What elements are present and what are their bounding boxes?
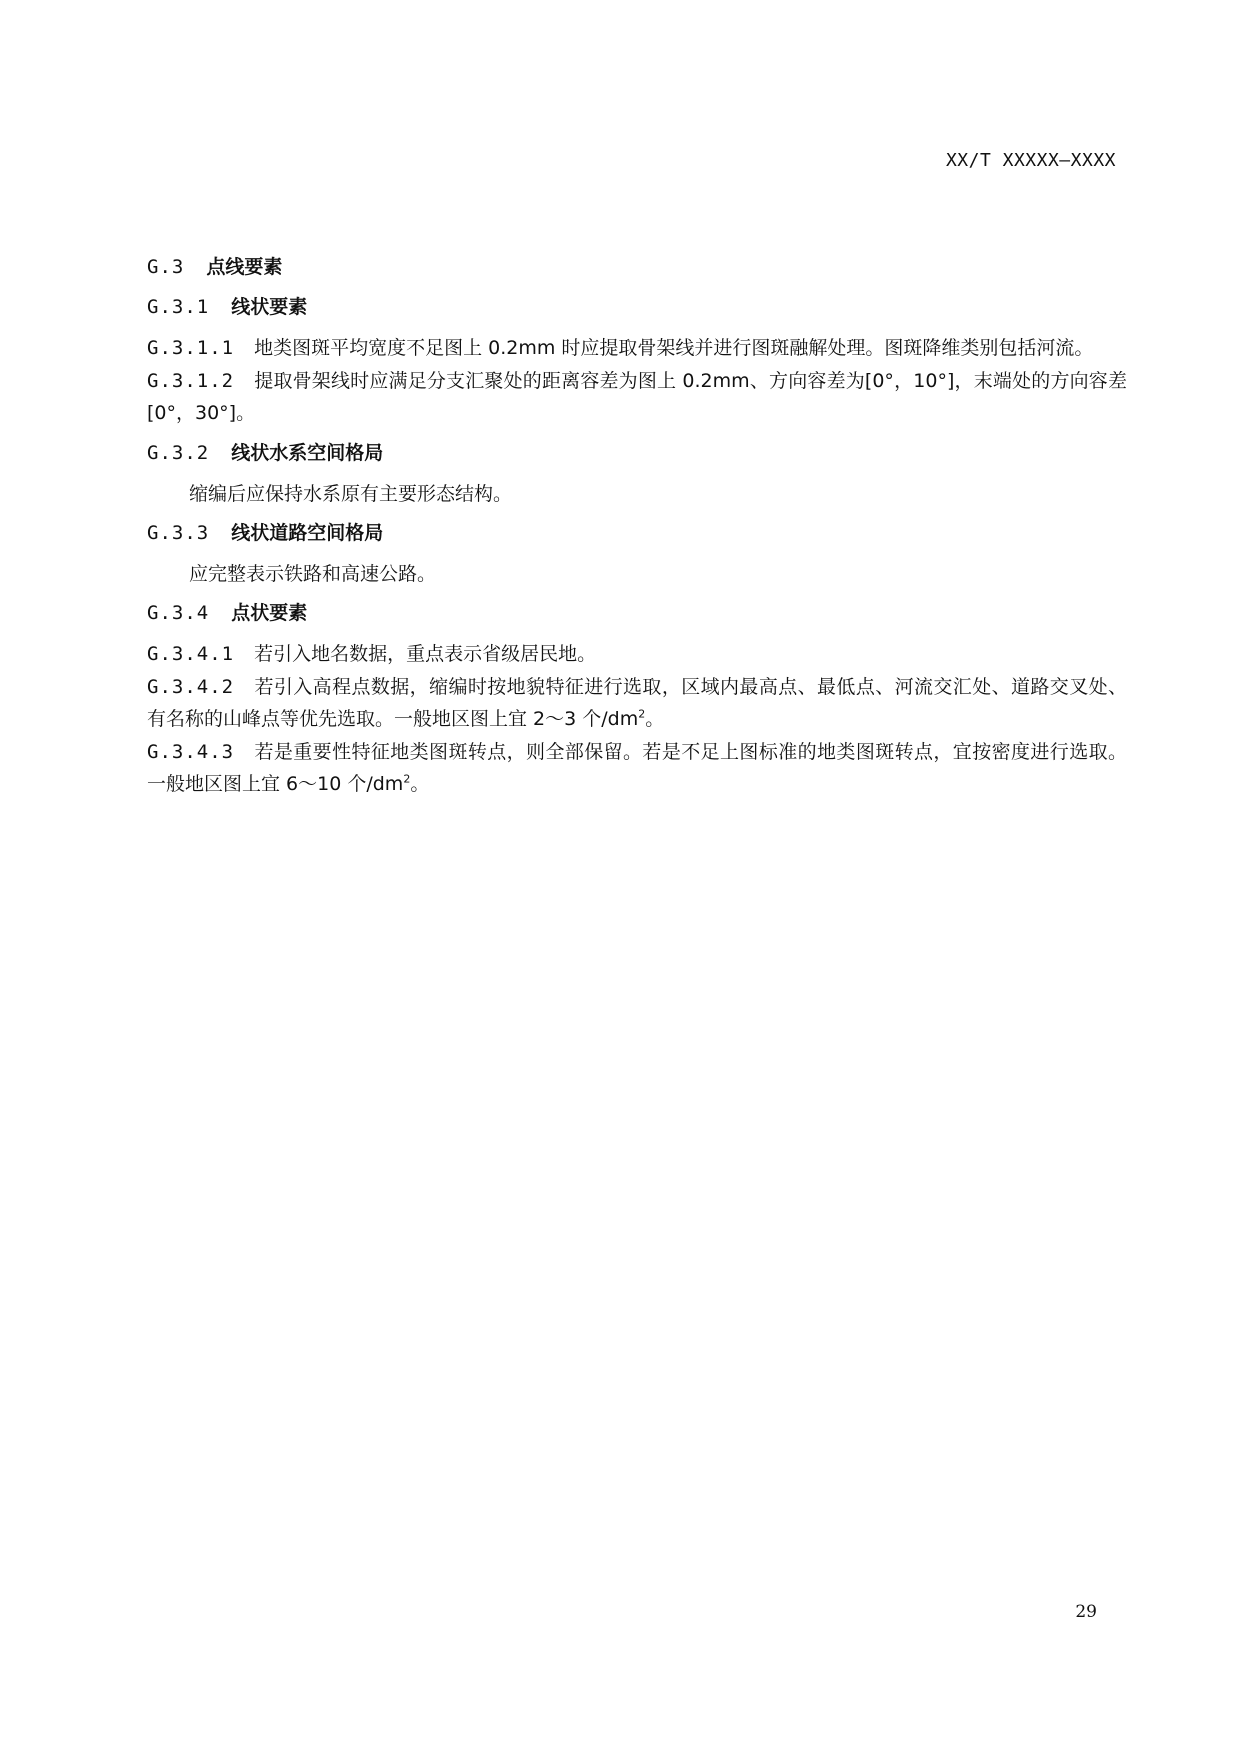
section-heading-g3-1	[147, 292, 1127, 322]
section-title: 线状水系空间格局	[231, 442, 384, 464]
clause-text: 若是重要性特征地类图斑转点，则全部保留。若是不足上图标准的地类图斑转点，宜按密度进行选取。一般地区图上宜 6～10 个/dm	[147, 741, 1127, 795]
section-number: G.3.1	[147, 296, 210, 318]
section-number: G.3.2	[147, 442, 210, 464]
clause-number: G.3.4.3	[147, 741, 235, 763]
clause-number: G.3.4.2	[147, 676, 235, 698]
page-number: 29	[1075, 1602, 1097, 1622]
clause-g3-4-3	[147, 736, 1127, 800]
clause-number: G.3.1.1	[147, 337, 235, 359]
section-heading-g3-4	[147, 598, 1127, 628]
section-number: G.3.3	[147, 522, 210, 544]
superscript: 2	[638, 707, 646, 721]
clause-text-end: 。	[645, 708, 665, 730]
section-heading-g3	[147, 252, 1127, 282]
clause-g3-4-1	[147, 638, 1127, 670]
clause-text: 若引入地名数据，重点表示省级居民地。	[254, 643, 597, 665]
clause-number: G.3.4.1	[147, 643, 235, 665]
paragraph-g3-2: 缩编后应保持水系原有主要形态结构。	[189, 483, 513, 505]
section-title: 线状要素	[231, 296, 308, 318]
clause-text-end: 。	[410, 773, 430, 795]
clause-text: 地类图斑平均宽度不足图上 0.2mm 时应提取骨架线并进行图斑融解处理。图斑降维类别包括河流。	[254, 337, 1094, 359]
section-number: G.3.4	[147, 602, 210, 624]
section-title: 线状道路空间格局	[231, 522, 384, 544]
clause-g3-1-1	[147, 332, 1127, 364]
document-code: XX/T XXXXX—XXXX	[945, 150, 1116, 171]
section-heading-g3-3	[147, 518, 1127, 548]
clause-text: 提取骨架线时应满足分支汇聚处的距离容差为图上 0.2mm、方向容差为[0°，10°]，末端处的方向容差[0°，30°]。	[147, 370, 1127, 424]
superscript: 2	[403, 772, 411, 786]
clause-g3-1-2	[147, 365, 1127, 429]
clause-number: G.3.1.2	[147, 370, 235, 392]
paragraph-g3-3: 应完整表示铁路和高速公路。	[189, 563, 437, 585]
page-content	[147, 252, 1127, 801]
section-heading-g3-2	[147, 438, 1127, 468]
section-title: 点线要素	[206, 256, 283, 278]
clause-g3-4-2	[147, 671, 1127, 735]
section-title: 点状要素	[231, 602, 308, 624]
clause-text: 若引入高程点数据，缩编时按地貌特征进行选取，区域内最高点、最低点、河流交汇处、道路交叉处、有名称的山峰点等优先选取。一般地区图上宜 2～3 个/dm	[147, 676, 1127, 730]
section-number: G.3	[147, 256, 185, 278]
